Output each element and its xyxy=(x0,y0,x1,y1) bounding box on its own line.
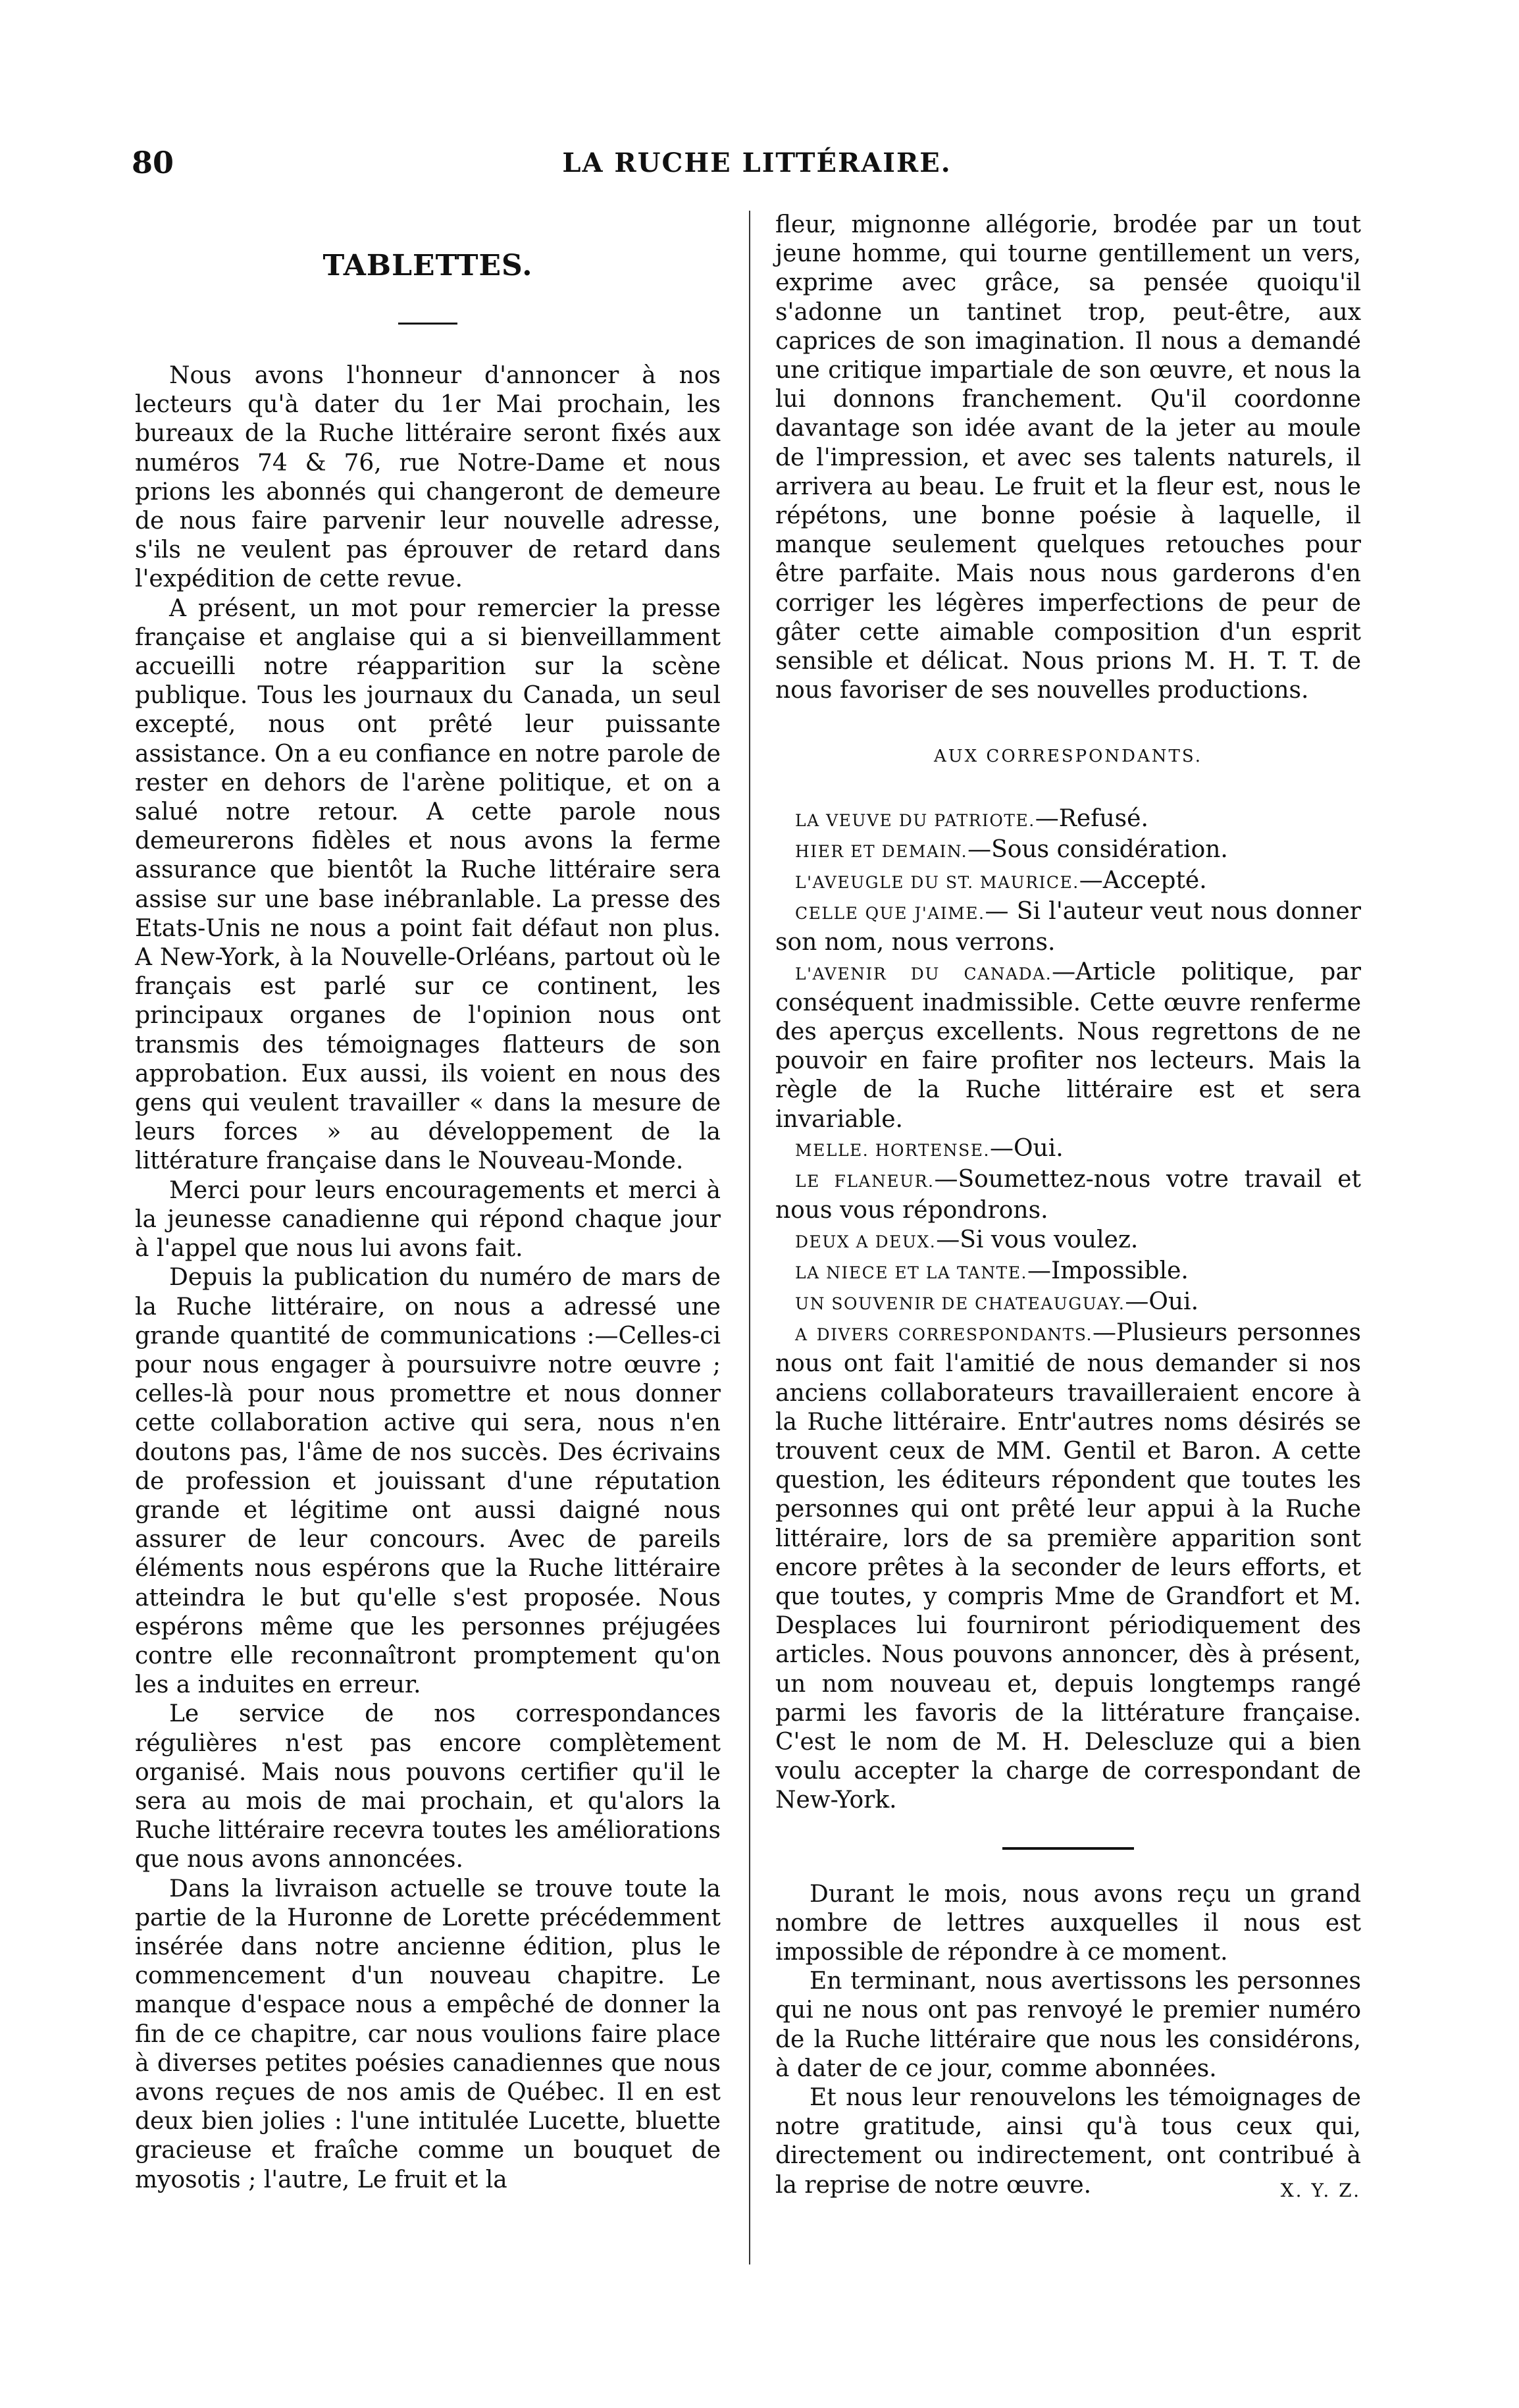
paragraph-correspondence: Le service de nos correspondances régulières n'est pas encore complètement organisé. Mais nous pouvons certifier qu'il le sera au mois de mai prochain, et qu'alors la Ruche littéraire recevra toutes les améliorations que nous avons annoncées. xyxy=(135,1700,721,1873)
correspondent-entry xyxy=(775,804,1361,835)
paragraph-gratitude xyxy=(775,2083,1361,2200)
page-header xyxy=(132,145,1382,184)
correspondent-reply: —Plusieurs personnes nous ont fait l'amitié de nous demander si nos anciens collaborateurs travailleraient encore à la Ruche littéraire. Entr'autres noms désirés se trouvent ceux de MM. Gentil et Baron. A cette question, les éditeurs répondent que toutes les personnes qui ont prêté leur appui à la Ruche littéraire, lors de sa première apparition sont encore prêtes à la seconder de leurs efforts, et que toutes, y compris Mme de Grandfort et M. Desplaces lui fourniront périodiquement des articles. Nous pouvons annoncer, dès à présent, un nom nouveau et, depuis longtemps rangé parmi les favoris de la littérature française. C'est le nom de M. H. Delescluze qui a bien voulu accepter la charge de correspondant de New-York. xyxy=(775,1319,1361,1814)
correspondent-reply: —Oui. xyxy=(1125,1288,1199,1315)
right-column xyxy=(775,211,1361,2205)
correspondent-name: LE FLANEUR. xyxy=(795,1172,935,1191)
paragraph-letters: Durant le mois, nous avons reçu un grand nombre de lettres auxquelles il nous est impossible de répondre à ce moment. xyxy=(775,1880,1361,1966)
paragraph-livraison: Dans la livraison actuelle se trouve toute la partie de la Huronne de Lorette précédemment insérée dans notre ancienne édition, plus le commencement d'un nouveau chapitre. Le manque d'espace nous a empêché de donner la fin de ce chapitre, car nous voulions faire place à diverses petites poésies canadiennes que nous avons reçues de nos amis de Québec. Il en est deux bien jolies : l'une intitulée Lucette, bluette gracieuse et fraîche comme un bouquet de myosotis ; l'autre, Le fruit et la xyxy=(135,1875,721,2193)
paragraph-address: Nous avons l'honneur d'annoncer à nos lecteurs qu'à dater du 1er Mai prochain, les bureaux de la Ruche littéraire seront fixés aux numéros 74 & 76, rue Notre-Dame et nous prions les abonnés qui changeront de demeure de nous faire parvenir leur nouvelle adresse, s'ils ne veulent pas éprouver de retard dans l'expédition de cette revue. xyxy=(135,362,721,593)
correspondent-reply: —Si vous voulez. xyxy=(936,1226,1139,1253)
correspondent-name: A DIVERS CORRESPONDANTS. xyxy=(795,1325,1093,1345)
correspondent-name: L'AVEUGLE DU ST. MAURICE. xyxy=(795,873,1079,893)
correspondent-reply: —Impossible. xyxy=(1027,1257,1189,1284)
paragraph-continuation: fleur, mignonne allégorie, brodée par un tout jeune homme, qui tourne gentillement un vers, exprime avec grâce, sa pensée quoiqu'il s'adonne un tantinet trop, peut-être, aux caprices de son imagination. Il nous a demandé une critique impartiale de son œuvre, et nous la lui donnons franchement. Qu'il coordonne davantage son idée avant de la jeter au moule de l'impression, et avec ses talents naturels, il arrivera au beau. Le fruit et la fleur est, nous le répétons, une bonne poésie à laquelle, il manque seulement quelques retouches pour être parfaite. Mais nous nous garderons d'en corriger les légères imperfections de peur de gâter cette aimable composition d'un esprit sensible et délicat. Nous prions M. H. T. T. de nous favoriser de ses nouvelles productions. xyxy=(775,211,1361,704)
section-rule xyxy=(1002,1847,1134,1850)
title-rule xyxy=(398,323,457,325)
page-number: 80 xyxy=(132,145,174,180)
correspondent-entry xyxy=(775,1288,1361,1319)
correspondent-entry xyxy=(775,1134,1361,1165)
correspondent-entry xyxy=(775,897,1361,957)
correspondent-reply: —Sous considération. xyxy=(967,835,1228,863)
correspondent-entry xyxy=(775,1257,1361,1288)
paragraph-press: A présent, un mot pour remercier la presse française et anglaise qui a si bienveillamment accueilli notre réapparition sur la scène publique. Tous les journaux du Canada, un seul excepté, nous ont prêté leur puissante assistance. On a eu confiance en notre parole de rester en dehors de l'arène politique, et on a salué notre retour. A cette parole nous demeurerons fidèles et nous avons la ferme assurance que bientôt la Ruche littéraire sera assise sur une base inébranlable. La presse des Etats-Unis ne nous a point fait défaut non plus. A New-York, à la Nouvelle-Orléans, partout où le français est parlé sur ce continent, les principaux organes de l'opinion nous ont transmis des témoignages flatteurs de son approbation. Eux aussi, ils voient en nous des gens qui veulent travailler « dans la mesure de leurs forces » au développement de la littérature française dans le Nouveau-Monde. xyxy=(135,594,721,1175)
running-title: LA RUCHE LITTÉRAIRE. xyxy=(562,147,952,178)
correspondent-entry xyxy=(775,958,1361,1134)
correspondent-entry xyxy=(775,866,1361,897)
correspondents-heading: AUX CORRESPONDANTS. xyxy=(933,746,1203,767)
correspondent-entry xyxy=(775,835,1361,866)
correspondent-entry xyxy=(775,1165,1361,1225)
correspondent-name: DEUX A DEUX. xyxy=(795,1232,937,1251)
correspondent-reply: —Accepté. xyxy=(1079,867,1207,895)
paragraph-subscribers: En terminant, nous avertissons les personnes qui ne nous ont pas renvoyé le premier numéro de la Ruche littéraire que nous les considérons, à dater de ce jour, comme abonnées. xyxy=(775,1968,1361,2082)
correspondent-name: MELLE. HORTENSE. xyxy=(795,1140,990,1160)
correspondent-reply: —Soumettez-nous votre travail et nous vous répondrons. xyxy=(775,1166,1361,1224)
section-title: TABLETTES. xyxy=(322,249,533,282)
correspondent-entry xyxy=(775,1226,1361,1257)
correspondent-entry xyxy=(775,1319,1361,1815)
left-column xyxy=(135,211,721,2195)
closing-text: Et nous leur renouvelons les témoignages de notre gratitude, ainsi qu'à tous ceux qui, directement ou indirectement, ont contribué à la reprise de notre œuvre. xyxy=(775,2083,1361,2199)
correspondent-reply: —Article politique, par conséquent inadmissible. Cette œuvre renferme des aperçus excellents. Nous regrettons de ne pouvoir en faire profiter nos lecteurs. Mais la règle de la Ruche littéraire est et sera invariable. xyxy=(775,958,1361,1133)
correspondent-reply: —Refusé. xyxy=(1035,804,1148,832)
correspondent-reply: —Oui. xyxy=(990,1134,1064,1162)
correspondent-name: HIER ET DEMAIN. xyxy=(795,841,968,861)
paragraph-communications: Depuis la publication du numéro de mars de la Ruche littéraire, on nous a adressé une grande quantité de communications :—Celles-ci pour nous engager à poursuivre notre œuvre ; celles-là pour nous promettre et nous donner cette collaboration active qui sera, nous n'en doutons pas, l'âme de nos succès. Des écrivains de profession et jouissant d'une réputation grande et légitime ont aussi daigné nous assurer de leur concours. Avec de pareils éléments nous espérons que la Ruche littéraire atteindra le but qu'elle s'est proposée. Nous espérons même que les personnes préjugées contre elle reconnaîtront promptement qu'on les a induites en erreur. xyxy=(135,1264,721,1699)
column-divider xyxy=(749,211,750,2264)
correspondent-name: LA NIECE ET LA TANTE. xyxy=(795,1263,1028,1282)
correspondent-name: L'AVENIR DU CANADA. xyxy=(795,964,1052,983)
signature: X. Y. Z. xyxy=(1280,2179,1361,2201)
correspondent-name: LA VEUVE DU PATRIOTE. xyxy=(795,810,1035,830)
correspondent-name: UN SOUVENIR DE CHATEAUGUAY. xyxy=(795,1294,1125,1313)
correspondent-name: CELLE QUE J'AIME. xyxy=(795,904,985,924)
correspondent-reply: — Si l'auteur veut nous donner son nom, nous verrons. xyxy=(775,898,1361,956)
paragraph-thanks: Merci pour leurs encouragements et merci à la jeunesse canadienne qui répond chaque jour à l'appel que nous lui avons fait. xyxy=(135,1176,721,1263)
